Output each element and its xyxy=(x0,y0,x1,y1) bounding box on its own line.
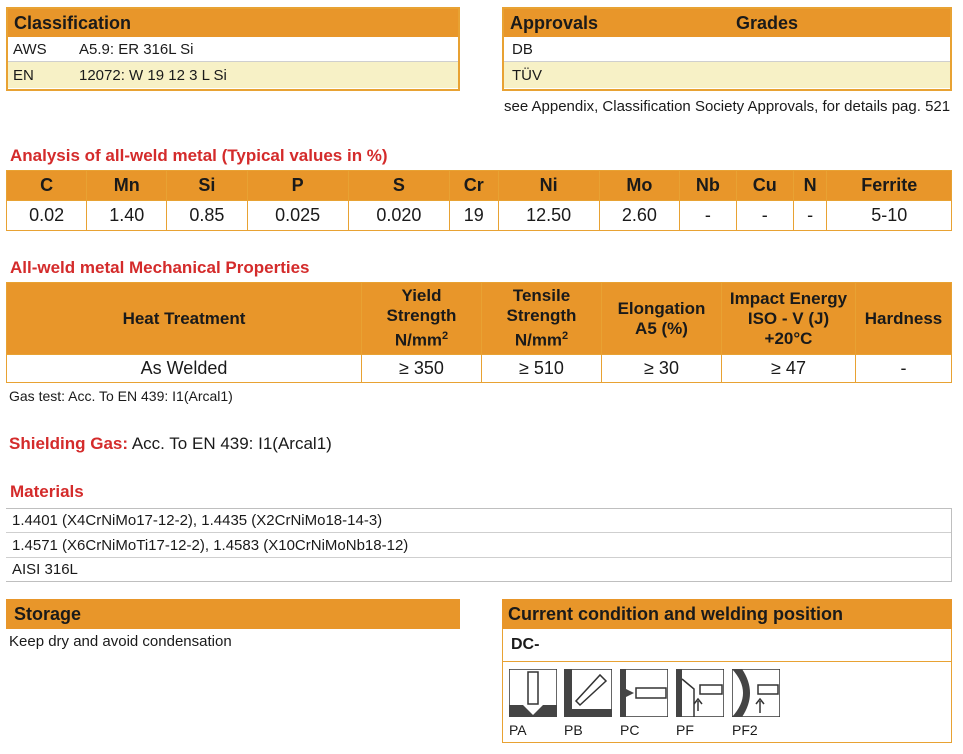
classification-title: Classification xyxy=(8,9,458,37)
position-pf2 xyxy=(732,669,780,717)
element-header: C xyxy=(7,171,87,201)
approval-name: DB xyxy=(512,40,533,58)
hardness-header: Hardness xyxy=(856,283,952,355)
yield-strength-value: ≥ 350 xyxy=(362,355,482,383)
position-pa xyxy=(509,669,557,717)
classification-value: A5.9: ER 316L Si xyxy=(79,40,194,58)
yield-strength-header: Yield Strength $N/mm^2$ xyxy=(362,283,482,355)
position-pb xyxy=(564,669,612,717)
element-value: 12.50 xyxy=(498,201,599,231)
element-header: Cu xyxy=(736,171,793,201)
position-pb-label: PB xyxy=(564,722,583,738)
grades-title: Grades xyxy=(736,13,799,33)
element-header: Cr xyxy=(450,171,499,201)
classification-value: 12072: W 19 12 3 L Si xyxy=(79,66,227,84)
elongation-value: ≥ 30 xyxy=(602,355,722,383)
element-header: N xyxy=(793,171,827,201)
elongation-header: Elongation A5 (%) xyxy=(602,283,722,355)
analysis-value-row xyxy=(7,201,952,231)
hardness-value: - xyxy=(856,355,952,383)
shielding-gas-value: Acc. To EN 439: I1(Arcal1) xyxy=(131,434,332,453)
current-panel xyxy=(502,629,952,743)
element-header: Nb xyxy=(679,171,736,201)
element-value: 0.020 xyxy=(348,201,449,231)
materials-title: Materials xyxy=(10,482,84,501)
classification-row-en xyxy=(8,62,458,88)
approval-row xyxy=(504,37,950,62)
mechanical-title: All-weld metal Mechanical Properties xyxy=(10,258,310,277)
approval-name: TÜV xyxy=(512,66,542,84)
approvals-title: Approvals xyxy=(510,13,599,33)
current-title: Current condition and welding position xyxy=(502,599,952,629)
storage-title: Storage xyxy=(6,599,460,629)
analysis-header-row xyxy=(7,171,952,201)
materials-list xyxy=(6,508,952,582)
position-pa-label: PA xyxy=(509,722,527,738)
position-pf2-icon xyxy=(732,669,780,717)
element-value: 0.02 xyxy=(7,201,87,231)
position-pc-label: PC xyxy=(620,722,640,738)
approvals-note: see Appendix, Classification Society Approvals, for details pag. 521 xyxy=(504,98,951,115)
material-row: AISI 316L xyxy=(12,561,78,578)
position-pf2-label: PF2 xyxy=(732,722,758,738)
material-row: 1.4571 (X6CrNiMoTi17-12-2), 1.4583 (X10CrNiMoNb18-12) xyxy=(6,533,951,558)
classification-row-aws xyxy=(8,37,458,62)
element-value: 0.85 xyxy=(167,201,247,231)
element-header: Si xyxy=(167,171,247,201)
approvals-header xyxy=(504,9,950,37)
position-pb-icon xyxy=(564,669,612,717)
element-header: Ferrite xyxy=(827,171,952,201)
impact-energy-header: Impact Energy ISO - V (J) +20°C xyxy=(722,283,856,355)
position-pf xyxy=(676,669,724,717)
heat-treatment-value: As Welded xyxy=(7,355,362,383)
material-row: 1.4401 (X4CrNiMo17-12-2), 1.4435 (X2CrNiMo18-14-3) xyxy=(6,509,951,533)
position-pc-icon xyxy=(620,669,668,717)
mechanical-header-row xyxy=(7,283,952,355)
tensile-strength-header: Tensile Strength $N/mm^2$ xyxy=(482,283,602,355)
shielding-gas xyxy=(9,434,332,454)
storage-text: Keep dry and avoid condensation xyxy=(9,633,232,650)
approval-row xyxy=(504,62,950,88)
element-value: 19 xyxy=(450,201,499,231)
position-pf-label: PF xyxy=(676,722,694,738)
element-header: Mo xyxy=(599,171,679,201)
element-value: - xyxy=(736,201,793,231)
tensile-strength-value: ≥ 510 xyxy=(482,355,602,383)
element-header: Mn xyxy=(87,171,167,201)
position-pf-icon xyxy=(676,669,724,717)
mechanical-table xyxy=(6,282,952,383)
classification-box xyxy=(6,7,460,91)
classification-standard: AWS xyxy=(13,40,47,58)
element-header: Ni xyxy=(498,171,599,201)
element-value: 5-10 xyxy=(827,201,952,231)
element-value: - xyxy=(679,201,736,231)
analysis-title: Analysis of all-weld metal (Typical values in %) xyxy=(10,146,388,165)
element-value: 2.60 xyxy=(599,201,679,231)
heat-treatment-header: Heat Treatment xyxy=(7,283,362,355)
gas-test-note: Gas test: Acc. To EN 439: I1(Arcal1) xyxy=(9,388,233,404)
impact-energy-value: ≥ 47 xyxy=(722,355,856,383)
approvals-box xyxy=(502,7,952,91)
element-header: P xyxy=(247,171,348,201)
shielding-gas-label: Shielding Gas: xyxy=(9,434,129,453)
position-pc xyxy=(620,669,668,717)
mechanical-value-row xyxy=(7,355,952,383)
classification-standard: EN xyxy=(13,66,34,84)
element-header: S xyxy=(348,171,449,201)
analysis-table xyxy=(6,170,952,231)
element-value: - xyxy=(793,201,827,231)
element-value: 1.40 xyxy=(87,201,167,231)
position-pa-icon xyxy=(509,669,557,717)
element-value: 0.025 xyxy=(247,201,348,231)
polarity-label: DC- xyxy=(503,629,951,662)
